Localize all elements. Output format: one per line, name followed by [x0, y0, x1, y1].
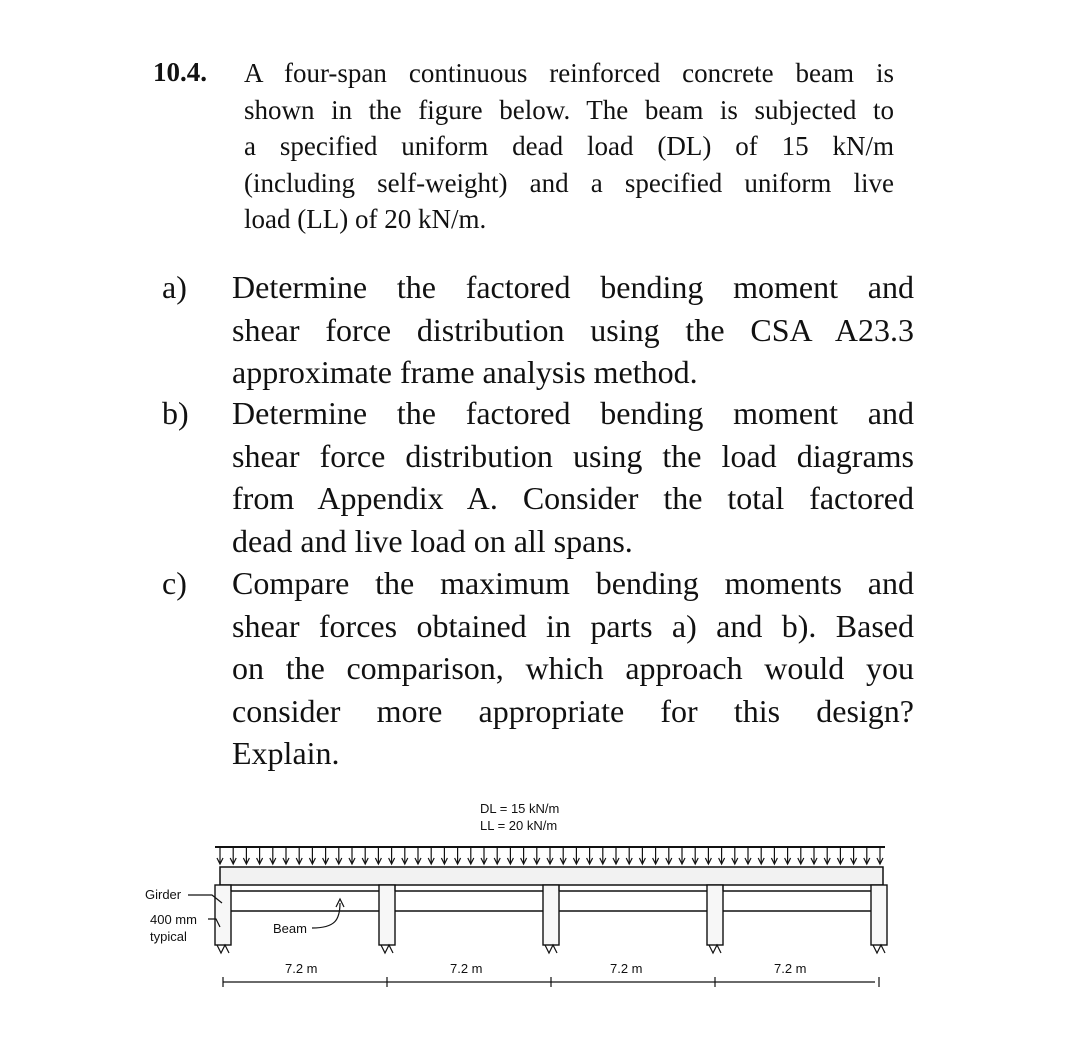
- part-label: a): [162, 269, 187, 305]
- part-line: Compare the maximum bending moments and: [232, 565, 914, 601]
- girder: [871, 885, 887, 945]
- part-line: Explain.: [232, 735, 340, 771]
- intro-line: load (LL) of 20 kN/m.: [244, 204, 487, 234]
- span-label: 7.2 m: [285, 961, 318, 976]
- girder-label: Girder: [145, 887, 182, 902]
- part-line: shear force distribution using the load diagrams: [232, 437, 914, 474]
- intro-line: (including self-weight) and a specified uniform live: [244, 167, 894, 198]
- part-line: consider more appropriate for this design?: [232, 692, 914, 729]
- part-line: approximate frame analysis method.: [232, 354, 698, 390]
- problem-number: 10.4.: [153, 57, 207, 87]
- part-line: dead and live load on all spans.: [232, 522, 633, 559]
- dl-label: DL = 15 kN/m: [480, 801, 560, 816]
- span-label: 7.2 m: [450, 961, 483, 976]
- girder: [379, 885, 395, 945]
- ll-label: LL = 20 kN/m: [480, 818, 558, 833]
- break-line: [545, 945, 557, 953]
- intro-line: a specified uniform dead load (DL) of 15 kN/m: [244, 131, 894, 161]
- break-line: [381, 945, 393, 953]
- break-line: [217, 945, 229, 953]
- part-text: [232, 562, 914, 775]
- part-text: [232, 392, 914, 562]
- spans: [215, 885, 887, 953]
- intro-line: shown in the figure below. The beam is subjected to: [244, 94, 894, 125]
- girder: [543, 885, 559, 945]
- part-line: Determine the factored bending moment and: [232, 395, 914, 431]
- part-line: shear forces obtained in parts a) and b). Based: [232, 607, 914, 644]
- break-line: [709, 945, 721, 953]
- break-line: [873, 945, 885, 953]
- problem-statement: [244, 55, 894, 238]
- beam-diagram: [140, 795, 900, 1005]
- span-label: 7.2 m: [774, 961, 807, 976]
- part-line: Determine the factored bending moment and: [232, 269, 914, 305]
- span-label: 7.2 m: [610, 961, 643, 976]
- part-label: c): [162, 565, 187, 601]
- part-label: b): [162, 395, 189, 431]
- load-arrows: [217, 847, 883, 864]
- girder-size: 400 mm: [150, 912, 197, 927]
- girder: [215, 885, 231, 945]
- girder-typical: typical: [150, 929, 187, 944]
- part-line: on the comparison, which approach would you: [232, 650, 914, 686]
- part-line: shear force distribution using the CSA A23.3: [232, 311, 914, 348]
- slab: [220, 867, 883, 885]
- girder: [707, 885, 723, 945]
- beam-figure: [140, 795, 900, 1010]
- beam-label: Beam: [273, 921, 307, 936]
- part-text: [232, 266, 914, 394]
- intro-line: A four-span continuous reinforced concrete beam is: [244, 58, 894, 88]
- part-line: from Appendix A. Consider the total factored: [232, 480, 914, 516]
